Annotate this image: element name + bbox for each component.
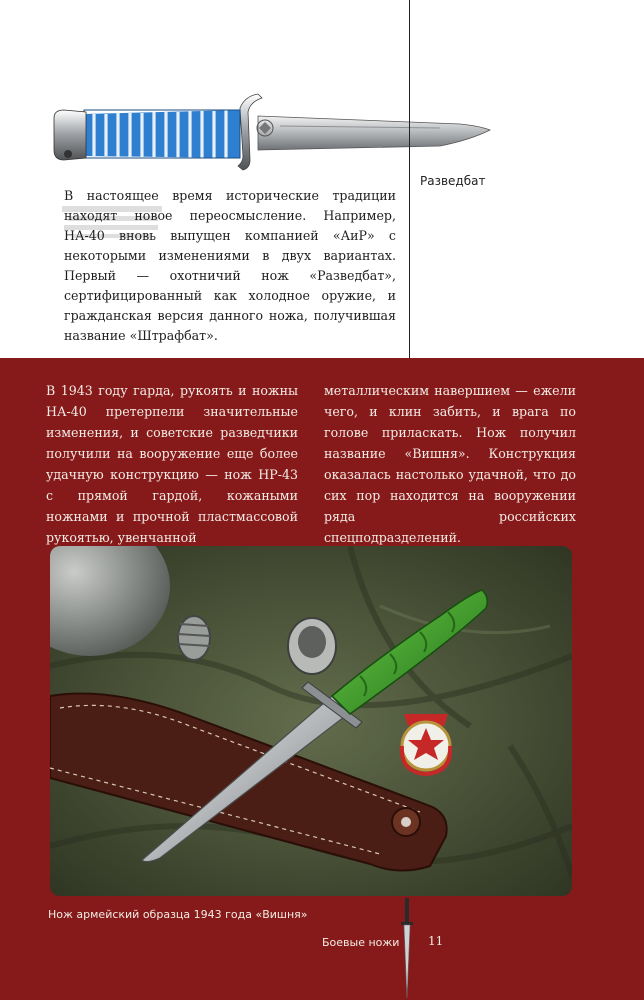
vishnya-knife-photo (50, 546, 572, 896)
razvedbat-knife-image (40, 88, 500, 180)
photo-illustration (50, 546, 572, 896)
text-column-right: металлическим навершием — ежели чего, и клин забить, и врага по голове приласкать. Нож получил название «Вишня». Конструкция оказалась настолько удачной, что до сих пор находится на вооружении ряда российских спецподразделений. (324, 383, 576, 545)
top-section (0, 0, 644, 358)
page-number: 11 (428, 934, 444, 948)
dagger-icon (400, 898, 414, 998)
maroon-section (0, 358, 644, 1000)
text-column-left: В 1943 году гарда, рукоять и ножны НА-40 претерпели значительные изменения, и советские разведчики получили на вооружение еще более удачную конструкцию — нож НР-43 с прямой гардой, кожаными ножнами и прочной пластмассовой рукоятью, увенчанной (46, 383, 298, 545)
running-footer-title: Боевые ножи (322, 936, 400, 949)
intro-paragraph: В настоящее время исторические традиции находят новое переосмысление. Например, НА-40 вновь выпущен компанией «АиР» с некоторыми изменениями в двух вариантах. Первый — охотничий нож «Разведбат», сертифицированный как холодное оружие, и гражданская версия данного ножа, получившая название «Штрафбат». (64, 188, 396, 343)
photo-caption: Нож армейский образца 1943 года «Вишня» (48, 908, 308, 921)
knife-caption-razvedbat: Разведбат (420, 174, 486, 188)
column-divider (409, 0, 410, 358)
